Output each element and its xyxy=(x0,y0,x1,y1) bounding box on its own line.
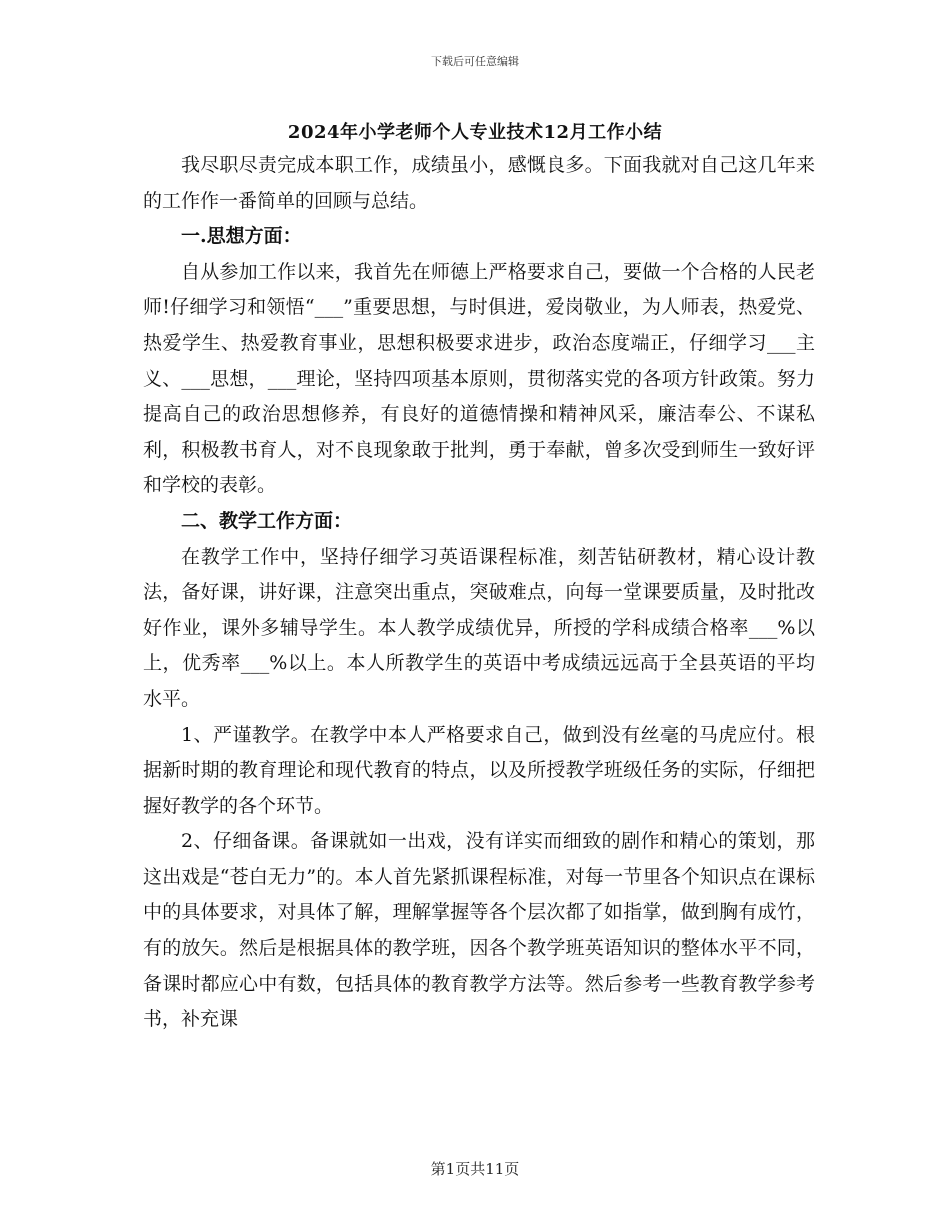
section-heading-thought: 一.思想方面： xyxy=(181,225,302,248)
lesson-prep-paragraph: 2、仔细备课。备课就如一出戏，没有详实而细致的剧作和精心的策划，那这出戏是“苍白无力”的。本人首先紧抓课程标准，对每一节里各个知识点在课标中的具体要求，对具体了解，理解掌握等各个层次都了如指掌，做到胸有成竹，有的放矢。然后是根据具体的教学班，因各个教学班英语知识的整体水平不同，备课时都应心中有数，包括具体的教育教学方法等。然后参考一些教育教学参考书，补充课 xyxy=(143,830,815,1031)
rigorous-teaching-paragraph: 1、严谨教学。在教学中本人严格要求自己，做到没有丝毫的马虎应付。根据新时期的教育理论和现代教育的特点，以及所授教学班级任务的实际，仔细把握好教学的各个环节。 xyxy=(143,723,815,817)
intro-paragraph: 我尽职尽责完成本职工作，成绩虽小，感慨良多。下面我就对自己这几年来的工作作一番简单的回顾与总结。 xyxy=(143,154,815,212)
thought-paragraph: 自从参加工作以来，我首先在师德上严格要求自己，要做一个合格的人民老师!仔细学习和领悟“___”重要思想，与时俱进，爱岗敬业，为人师表，热爱党、热爱学生、热爱教育事业，思想积极要求进步，政治态度端正，仔细学习___主义、___思想，___理论，坚持四项基本原则，贯彻落实党的各项方针政策。努力提高自己的政治思想修养，有良好的道德情操和精神风采，廉洁奉公、不谋私利，积极教书育人，对不良现象敢于批判，勇于奉献，曾多次受到师生一致好评和学校的表彰。 xyxy=(143,260,815,497)
document-body xyxy=(143,148,815,1038)
section-heading-teaching: 二、教学工作方面： xyxy=(181,509,353,532)
document-title: 2024年小学老师个人专业技术12月工作小结 xyxy=(287,122,663,143)
teaching-paragraph: 在教学工作中，坚持仔细学习英语课程标准，刻苦钻研教材，精心设计教法，备好课，讲好课，注意突出重点，突破难点，向每一堂课要质量，及时批改好作业，课外多辅导学生。本人教学成绩优异，所授的学科成绩合格率___%以上，优秀率___%以上。本人所教学生的英语中考成绩远远高于全县英语的平均水平。 xyxy=(143,545,815,710)
page-footer: 第1页共11页 xyxy=(430,1160,520,1178)
header-note: 下载后可任意编辑 xyxy=(431,55,519,68)
